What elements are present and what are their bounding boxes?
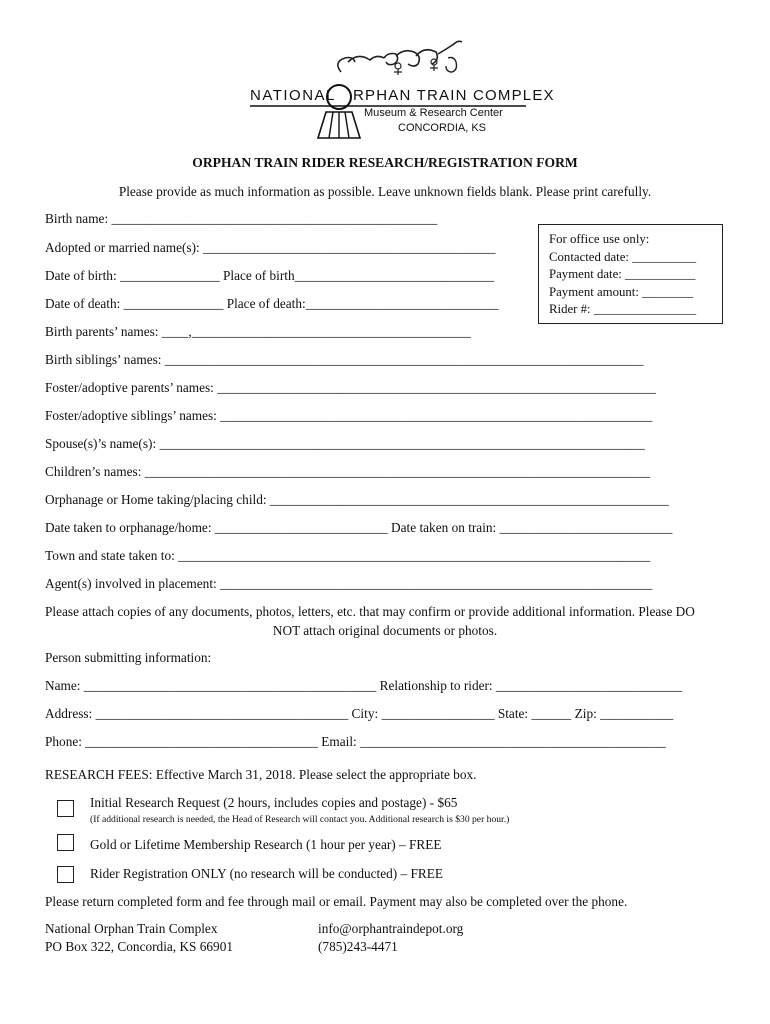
logo-subtitle-location: CONCORDIA, KS: [398, 122, 487, 134]
checkbox-initial-research[interactable]: [57, 800, 74, 817]
checkbox-rider-registration[interactable]: [57, 866, 74, 883]
office-use-heading: For office use only:: [549, 232, 650, 246]
field-spouses[interactable]: Spouse(s)’s name(s): _________________________________________________________________________: [45, 436, 645, 451]
contact-email[interactable]: info@orphantraindepot.org: [318, 921, 464, 936]
return-note: Please return completed form and fee through mail or email. Payment may also be completed over the phone.: [45, 894, 628, 909]
field-adopted-name[interactable]: Adopted or married name(s): ____________________________________________: [45, 240, 496, 255]
office-use-box: [538, 224, 723, 324]
field-foster-parents[interactable]: Foster/adoptive parents’ names: __________________________________________________________________: [45, 380, 656, 395]
form-title: ORPHAN TRAIN RIDER RESEARCH/REGISTRATION FORM: [192, 155, 578, 170]
field-birth-name[interactable]: Birth name: _________________________________________________: [45, 211, 438, 226]
attach-note-line1: Please attach copies of any documents, photos, letters, etc. that may confirm or provide additional information. Please DO: [45, 604, 695, 619]
contact-po-box: PO Box 322, Concordia, KS 66901: [45, 939, 234, 954]
field-birth-parents[interactable]: Birth parents’ names: ____,__________________________________________: [45, 324, 471, 339]
logo-subtitle-museum: Museum & Research Center: [364, 107, 503, 119]
office-rider-number[interactable]: Rider #: ________________: [549, 302, 697, 317]
contact-org-name: National Orphan Train Complex: [45, 921, 218, 936]
logo-name-left: NATIONAL: [250, 87, 336, 104]
attach-note-line2: NOT attach original documents or photos.: [272, 623, 498, 638]
checkbox-gold-membership[interactable]: [57, 834, 74, 851]
fees-heading: RESEARCH FEES: Effective March 31, 2018. Please select the appropriate box.: [45, 767, 477, 782]
field-foster-siblings[interactable]: Foster/adoptive siblings’ names: _________________________________________________________________: [45, 408, 653, 423]
office-payment-amount[interactable]: Payment amount: ________: [549, 284, 694, 299]
field-birth-siblings[interactable]: Birth siblings’ names: ________________________________________________________________________: [45, 352, 644, 367]
fee-option-initial-research: Initial Research Request (2 hours, includes copies and postage) - $65: [90, 795, 458, 810]
field-death-date-place[interactable]: Date of death: _______________ Place of death:_____________________________: [45, 296, 499, 311]
logo-name-right: RPHAN TRAIN COMPLEX: [353, 87, 555, 104]
contact-phone[interactable]: (785)243-4471: [318, 939, 398, 954]
submitter-address[interactable]: Address: ______________________________________ City: _________________ State: ______ Zip: ___________: [45, 706, 674, 721]
field-children[interactable]: Children’s names: ____________________________________________________________________________: [45, 464, 650, 479]
field-town-state[interactable]: Town and state taken to: _______________________________________________________________________: [45, 548, 651, 563]
field-orphanage[interactable]: Orphanage or Home taking/placing child: ____________________________________________________________: [45, 492, 669, 507]
fee-option-gold-membership: Gold or Lifetime Membership Research (1 hour per year) – FREE: [90, 837, 442, 852]
fee-option-rider-registration: Rider Registration ONLY (no research will be conducted) – FREE: [90, 866, 444, 881]
office-payment-date[interactable]: Payment date: ___________: [549, 267, 696, 282]
submitter-heading: Person submitting information:: [45, 650, 212, 665]
complex-logo: [236, 40, 555, 150]
form-instructions: Please provide as much information as possible. Leave unknown fields blank. Please print carefully.: [118, 184, 652, 199]
field-dates-taken[interactable]: Date taken to orphanage/home: __________________________ Date taken on train: __________________________: [45, 520, 673, 535]
office-contacted-date[interactable]: Contacted date: __________: [549, 249, 697, 264]
fee-option-initial-research-note: (If additional research is needed, the Head of Research will contact you. Additional research is $30 per hour.): [90, 814, 510, 825]
submitter-name-relationship[interactable]: Name: ____________________________________________ Relationship to rider: ____________________________: [45, 678, 683, 693]
field-agents[interactable]: Agent(s) involved in placement: _________________________________________________________________: [45, 576, 653, 591]
field-birth-date-place[interactable]: Date of birth: _______________ Place of birth______________________________: [45, 268, 495, 283]
submitter-phone-email[interactable]: Phone: ___________________________________ Email: ______________________________________________: [45, 734, 666, 749]
